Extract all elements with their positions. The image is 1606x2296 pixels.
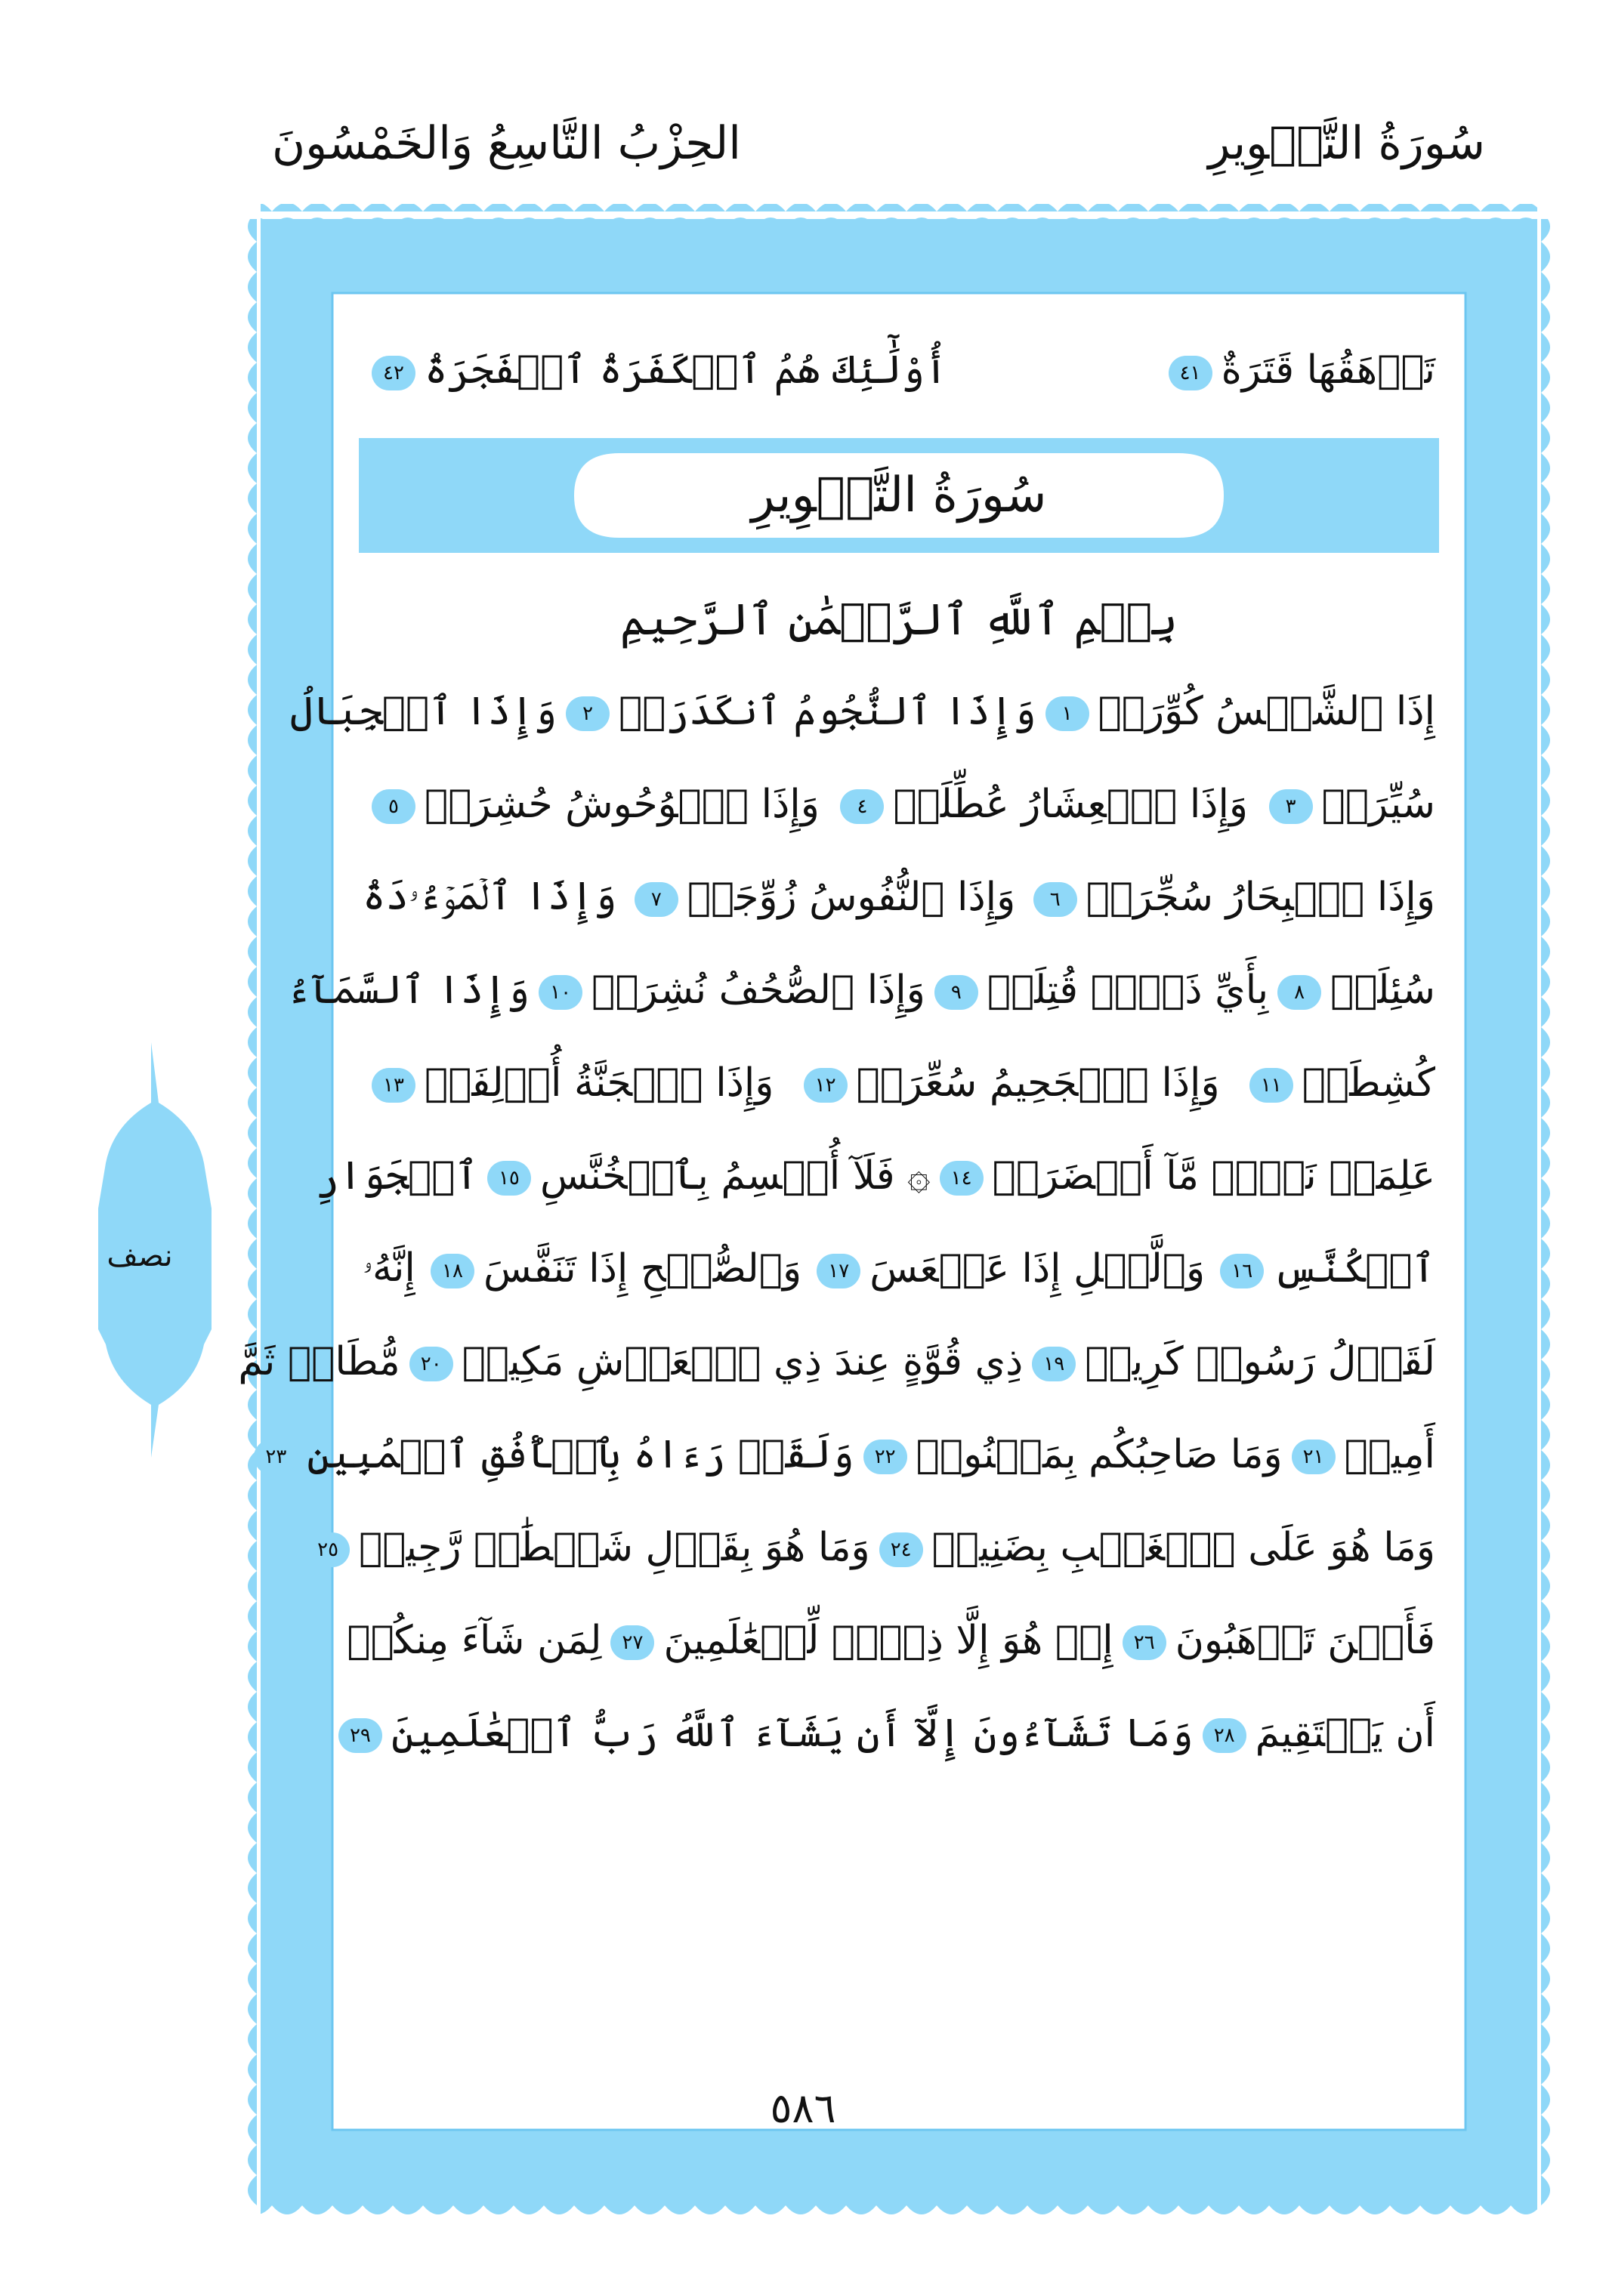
top-continuation bbox=[363, 310, 1435, 430]
ayah-number-marker: ١٠ bbox=[539, 975, 582, 1010]
ayah-number-marker: ١٣ bbox=[372, 1068, 415, 1103]
ayah-number-marker: ٨ bbox=[1277, 975, 1321, 1010]
ayah-number-marker: ٢٥ bbox=[306, 1532, 350, 1567]
verse-segment bbox=[245, 1432, 854, 1477]
verse-text: أُوْلَٰٓئِكَ هُمُ ٱلۡكَفَرَةُ ٱلۡفَجَرَةُ bbox=[425, 347, 948, 393]
ayah-number-marker: ٥ bbox=[372, 789, 415, 824]
ayah-number-marker: ٢١ bbox=[1292, 1440, 1336, 1474]
ayah-number-marker: ٢٩ bbox=[338, 1718, 382, 1753]
verse-text: وَمَا هُوَ بِقَوۡلِ شَيۡطَٰنٖ رَّجِيمٖ bbox=[359, 1524, 870, 1570]
verse-text: سُيِّرَتۡ bbox=[1321, 781, 1435, 827]
verse-text: إِنۡ هُوَ إِلَّا ذِكۡرٞ لِّلۡعَٰلَمِينَ bbox=[663, 1617, 1113, 1663]
verse-line bbox=[363, 1036, 1435, 1129]
verse-text: وَإِذَا ٱلنُّجُومُ ٱنكَدَرَتۡ bbox=[619, 688, 1036, 734]
verse-text: وَٱلصُّبۡحِ إِذَا تَنَفَّسَ bbox=[483, 1245, 802, 1292]
verse-segment bbox=[1260, 782, 1435, 827]
verse-text: أَن يَسۡتَقِيمَ bbox=[1255, 1710, 1435, 1756]
surah-title: سُورَةُ التَّكۡوِيرِ bbox=[751, 468, 1047, 523]
verse-line bbox=[317, 1501, 1435, 1594]
verse-text: وَإِذَا ٱلۡمَوۡءُۥدَةُ bbox=[363, 874, 617, 919]
verse-segment bbox=[1240, 1060, 1435, 1106]
verse-segment bbox=[530, 967, 925, 1013]
ayah-number-marker: ٢٦ bbox=[1123, 1625, 1166, 1660]
verse-segment bbox=[363, 347, 947, 393]
verse-line bbox=[265, 1408, 1435, 1501]
ayah-number-marker: ١٥ bbox=[487, 1161, 531, 1196]
ayah-number-marker: ٤١ bbox=[1169, 356, 1212, 390]
ayah-number-marker: ٤٢ bbox=[372, 356, 415, 390]
verse-segment bbox=[1024, 875, 1435, 920]
hizb-marker-label: نصف bbox=[107, 1239, 173, 1273]
verse-line bbox=[286, 943, 1435, 1036]
ayah-number-marker: ٢ bbox=[566, 696, 610, 731]
ayah-number-marker: ١٢ bbox=[804, 1068, 848, 1103]
verse-text: سُئِلَتۡ bbox=[1330, 967, 1435, 1013]
ayah-number-marker: ١٦ bbox=[1220, 1254, 1264, 1288]
verse-segment bbox=[870, 1525, 1435, 1570]
verse-text: أَمِينٖ bbox=[1344, 1431, 1435, 1477]
ayah-number-marker: ١ bbox=[1045, 696, 1089, 731]
verse-segment bbox=[1194, 1711, 1435, 1756]
verse-segment bbox=[1211, 1246, 1435, 1292]
verse-lines bbox=[238, 665, 1435, 1779]
verse-segment bbox=[363, 1060, 774, 1106]
verse-text: إِنَّهُۥ bbox=[363, 1245, 415, 1291]
ayah-number-marker: ٢٣ bbox=[254, 1440, 298, 1474]
verse-segment bbox=[363, 1245, 415, 1292]
ayah-number-marker: ١٤ bbox=[940, 1161, 984, 1196]
ayah-number-marker: ٢٠ bbox=[409, 1347, 453, 1381]
verse-segment bbox=[925, 967, 1268, 1013]
verse-text: وَإِذَا ٱلنُّفُوسُ زُوِّجَتۡ bbox=[687, 874, 1016, 920]
ayah-number-marker: ٢٤ bbox=[879, 1532, 923, 1567]
verse-text: وَإِذَا ٱلۡوُحُوشُ حُشِرَتۡ bbox=[425, 781, 820, 827]
verse-text: ٱلۡكُنَّسِ bbox=[1273, 1245, 1435, 1292]
verse-text: وَإِذَا ٱلصُّحُفُ نُشِرَتۡ bbox=[591, 967, 925, 1013]
verse-line bbox=[316, 1129, 1435, 1222]
ayah-number-marker: ٢٢ bbox=[863, 1440, 907, 1474]
verse-segment bbox=[363, 874, 616, 920]
ayah-number-marker: ٦ bbox=[1033, 882, 1077, 917]
verse-text: وَمَا تَشَآءُونَ إِلَّآ أَن يَشَآءَ ٱللَّهُ رَبُّ ٱلۡعَٰلَمِينَ bbox=[391, 1710, 1194, 1756]
verse-segment bbox=[422, 1246, 801, 1292]
verse-text: بِأَيِّ ذَنۢبٖ قُتِلَتۡ bbox=[987, 967, 1269, 1013]
verse-text: عَلِمَتۡ نَفۡسٞ مَّآ أَحۡضَرَتۡ bbox=[992, 1153, 1435, 1199]
verse-segment bbox=[347, 1618, 601, 1663]
ayah-number-marker: ٢٨ bbox=[1203, 1718, 1246, 1753]
ayah-number-marker: ١٩ bbox=[1032, 1347, 1076, 1381]
ayah-number-marker: ١١ bbox=[1249, 1068, 1293, 1103]
verse-text: وَمَا صَاحِبُكُم بِمَجۡنُونٖ bbox=[916, 1431, 1283, 1477]
verse-segment bbox=[238, 1339, 400, 1384]
verse-text: وَإِذَا ٱلۡعِشَارُ عُطِّلَتۡ bbox=[893, 781, 1249, 827]
ayah-number-marker: ١٨ bbox=[431, 1254, 474, 1288]
verse-segment bbox=[1113, 1618, 1435, 1663]
verse-segment bbox=[625, 875, 1015, 920]
verse-segment bbox=[329, 1711, 1194, 1756]
verse-segment bbox=[601, 1618, 1113, 1663]
page-number: ٥٨٦ bbox=[770, 2085, 836, 2132]
verse-text: مُّطَاعٖ ثَمَّ bbox=[238, 1338, 400, 1384]
verse-text: ذِي قُوَّةٍ عِندَ ذِي ٱلۡعَرۡشِ مَكِينٖ bbox=[462, 1338, 1024, 1384]
verse-segment bbox=[1160, 347, 1435, 393]
verse-text: وَٱلَّيۡلِ إِذَا عَسۡعَسَ bbox=[869, 1245, 1206, 1292]
verse-text: وَمَا هُوَ عَلَى ٱلۡغَيۡبِ بِضَنِينٖ bbox=[931, 1524, 1435, 1570]
verse-segment bbox=[1036, 689, 1435, 734]
verse-text: إِذَا ٱلشَّمۡسُ كُوِّرَتۡ bbox=[1098, 688, 1435, 734]
verse-segment bbox=[854, 1432, 1283, 1477]
verse-text: ٱلۡجَوَارِ bbox=[316, 1153, 478, 1199]
verse-text: لِمَن شَآءَ مِنكُمۡ bbox=[347, 1617, 602, 1663]
verse-segment bbox=[1023, 1339, 1435, 1384]
verse-line bbox=[363, 1222, 1435, 1315]
verse-segment bbox=[795, 1060, 1220, 1106]
verse-text: وَإِذَا ٱلۡجَنَّةُ أُزۡلِفَتۡ bbox=[425, 1060, 774, 1106]
verse-segment bbox=[363, 782, 820, 827]
verse-segment bbox=[316, 1153, 478, 1199]
verse-segment bbox=[1268, 967, 1435, 1013]
verse-text: وَإِذَا ٱلۡجِبَالُ bbox=[289, 688, 557, 734]
verse-line bbox=[347, 1594, 1435, 1687]
header-surah-name: سُورَةُ التَّكۡوِيرِ bbox=[1208, 117, 1485, 170]
verse-text: كُشِطَتۡ bbox=[1302, 1060, 1435, 1106]
verse-segment bbox=[557, 689, 1036, 734]
verse-text: وَإِذَا ٱلسَّمَآءُ bbox=[286, 967, 530, 1013]
verse-line bbox=[363, 850, 1435, 943]
verse-text: وَإِذَا ٱلۡجَحِيمُ سُعِّرَتۡ bbox=[856, 1060, 1220, 1106]
verse-text: فَأَيۡنَ تَذۡهَبُونَ bbox=[1175, 1617, 1435, 1663]
ayah-number-marker: ٢٧ bbox=[610, 1625, 654, 1660]
verse-segment bbox=[297, 1525, 870, 1570]
verse-text: وَلَقَدۡ رَءَاهُ بِٱلۡأُفُقِ ٱلۡمُبِينِ bbox=[307, 1431, 854, 1477]
ayah-number-marker: ٧ bbox=[635, 882, 678, 917]
verse-segment bbox=[290, 689, 557, 734]
verse-text: تَرۡهَقُهَا قَتَرَةٌ bbox=[1221, 347, 1435, 393]
verse-segment bbox=[1283, 1432, 1435, 1477]
verse-line bbox=[238, 1315, 1435, 1408]
verse-line bbox=[363, 758, 1435, 850]
verse-text: ۞ فَلَآ أُقۡسِمُ بِٱلۡخُنَّسِ bbox=[539, 1153, 931, 1199]
verse-text: لَقَوۡلُ رَسُولٖ كَرِيمٖ bbox=[1085, 1338, 1435, 1384]
verse-segment bbox=[400, 1339, 1024, 1384]
ayah-number-marker: ١٧ bbox=[817, 1254, 860, 1288]
verse-segment bbox=[478, 1153, 931, 1199]
ayah-number-marker: ٩ bbox=[934, 975, 978, 1010]
ayah-number-marker: ٤ bbox=[840, 789, 884, 824]
basmala: بِسۡمِ ٱللَّهِ ٱلرَّحۡمَٰنِ ٱلرَّحِيمِ bbox=[619, 594, 1178, 645]
verse-line bbox=[349, 1687, 1435, 1779]
ayah-number-marker: ٣ bbox=[1269, 789, 1313, 824]
verse-segment bbox=[931, 1153, 1435, 1199]
verse-segment bbox=[808, 1246, 1205, 1292]
verse-segment bbox=[287, 967, 530, 1013]
verse-segment bbox=[831, 782, 1248, 827]
verse-line bbox=[289, 665, 1435, 758]
header-hizb-name: الحِزْبُ التَّاسِعُ وَالخَمْسُونَ bbox=[272, 117, 741, 170]
verse-text: وَإِذَا ٱلۡبِحَارُ سُجِّرَتۡ bbox=[1086, 874, 1435, 920]
verse-line bbox=[363, 310, 1435, 430]
